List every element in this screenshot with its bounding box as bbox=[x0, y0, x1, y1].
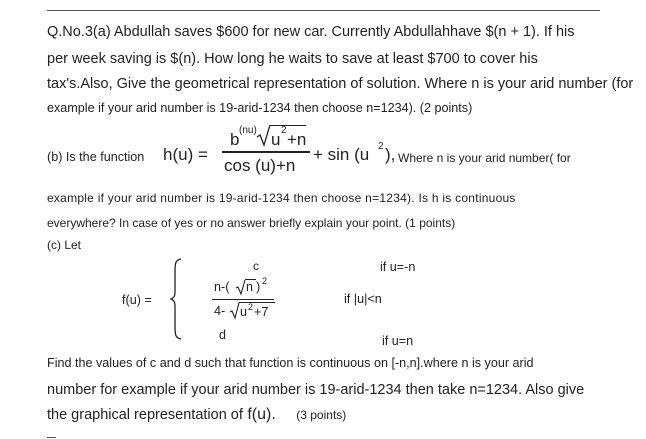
q3b-numerator-base: b bbox=[230, 130, 240, 149]
q3c-left-brace-icon bbox=[170, 258, 184, 340]
q3c-case2-den-sqrt-bar bbox=[239, 302, 275, 303]
q3c-case2-num-c: ) bbox=[256, 280, 261, 294]
q3c-case2-den-a: 4- bbox=[214, 304, 226, 318]
q3b-sqrt-tail: +n bbox=[287, 130, 307, 149]
q3b-line-2: example if your arid number is 19-arid-1234 then choose n=1234). Is h is continuous bbox=[47, 191, 516, 205]
q3b-lead: (b) Is the function bbox=[47, 150, 145, 164]
q3a-line-2: per week saving is $(n). How long he waits to save at least $700 to cover his bbox=[47, 51, 538, 67]
q3c-lhs: f(u) = bbox=[122, 293, 152, 307]
q3c-case2-fraction-bar bbox=[212, 299, 274, 300]
top-divider bbox=[47, 10, 600, 11]
q3c-case2-den-tail: +7 bbox=[254, 305, 269, 319]
q3b-sqrt-exponent: 2 bbox=[281, 125, 287, 136]
q3a-line-4: example if your arid number is 19-arid-1234 then choose n=1234). (2 points) bbox=[47, 101, 473, 115]
q3c-case2-den-exponent: 2 bbox=[248, 302, 254, 312]
q3c-case1-value: c bbox=[253, 259, 259, 273]
q3b-numerator-exponent: (nu) bbox=[239, 125, 257, 136]
q3c-line-3-points: (3 points) bbox=[296, 408, 347, 422]
q3c-line-3-function: f(u). bbox=[247, 406, 276, 423]
q3b-sqrt-radicand: u bbox=[271, 130, 281, 149]
q3c-case3-condition: if u=n bbox=[382, 334, 414, 348]
q3c-case1-condition: if u=-n bbox=[380, 260, 416, 274]
q3c-case2-den-radicand: u bbox=[240, 305, 248, 319]
q3b-plus-sin-term: + sin (u bbox=[313, 145, 370, 164]
q3c-case3-value: d bbox=[219, 328, 227, 342]
q3a-line-3: tax's.Also, Give the geometrical representation of solution. Where n is your arid number (for bbox=[47, 76, 634, 92]
q3c-line-3-text: the graphical representation of bbox=[47, 407, 243, 423]
q3c-line-3 bbox=[47, 406, 346, 424]
q3b-function-lhs: h(u) = bbox=[163, 145, 208, 164]
q3c-line-2: number for example if your arid number is 19-arid-1234 then take n=1234. Also give bbox=[47, 382, 585, 398]
q3b-denominator: cos (u)+n bbox=[224, 156, 296, 175]
q3b-fraction-bar bbox=[222, 151, 310, 153]
q3b-trail: Where n is your arid number( for bbox=[398, 151, 571, 165]
q3b-line-3: everywhere? In case of yes or no answer briefly explain your point. (1 points) bbox=[47, 216, 456, 230]
q3c-case2-num-exponent: 2 bbox=[262, 276, 268, 286]
q3b-sqrt-bar bbox=[270, 125, 306, 126]
bottom-divider bbox=[47, 437, 56, 438]
q3b-plus-sin-close: ), bbox=[385, 145, 396, 164]
q3c-case2-num-b: n bbox=[246, 280, 254, 294]
q3c-line-1: Find the values of c and d such that function is continuous on [-n,n].where n is your arid bbox=[47, 356, 534, 370]
q3c-case2-condition: if |u|<n bbox=[344, 292, 382, 306]
q3a-line-1: Q.No.3(a) Abdullah saves $600 for new car. Currently Abdullahhave $(n + 1). If his bbox=[47, 24, 575, 40]
q3c-case2-num-a: n-( bbox=[214, 280, 230, 294]
q3c-lead: (c) Let bbox=[47, 238, 82, 252]
q3b-plus-sin-exponent: 2 bbox=[378, 141, 384, 152]
q3b-sqrt-sign-icon bbox=[256, 124, 272, 146]
